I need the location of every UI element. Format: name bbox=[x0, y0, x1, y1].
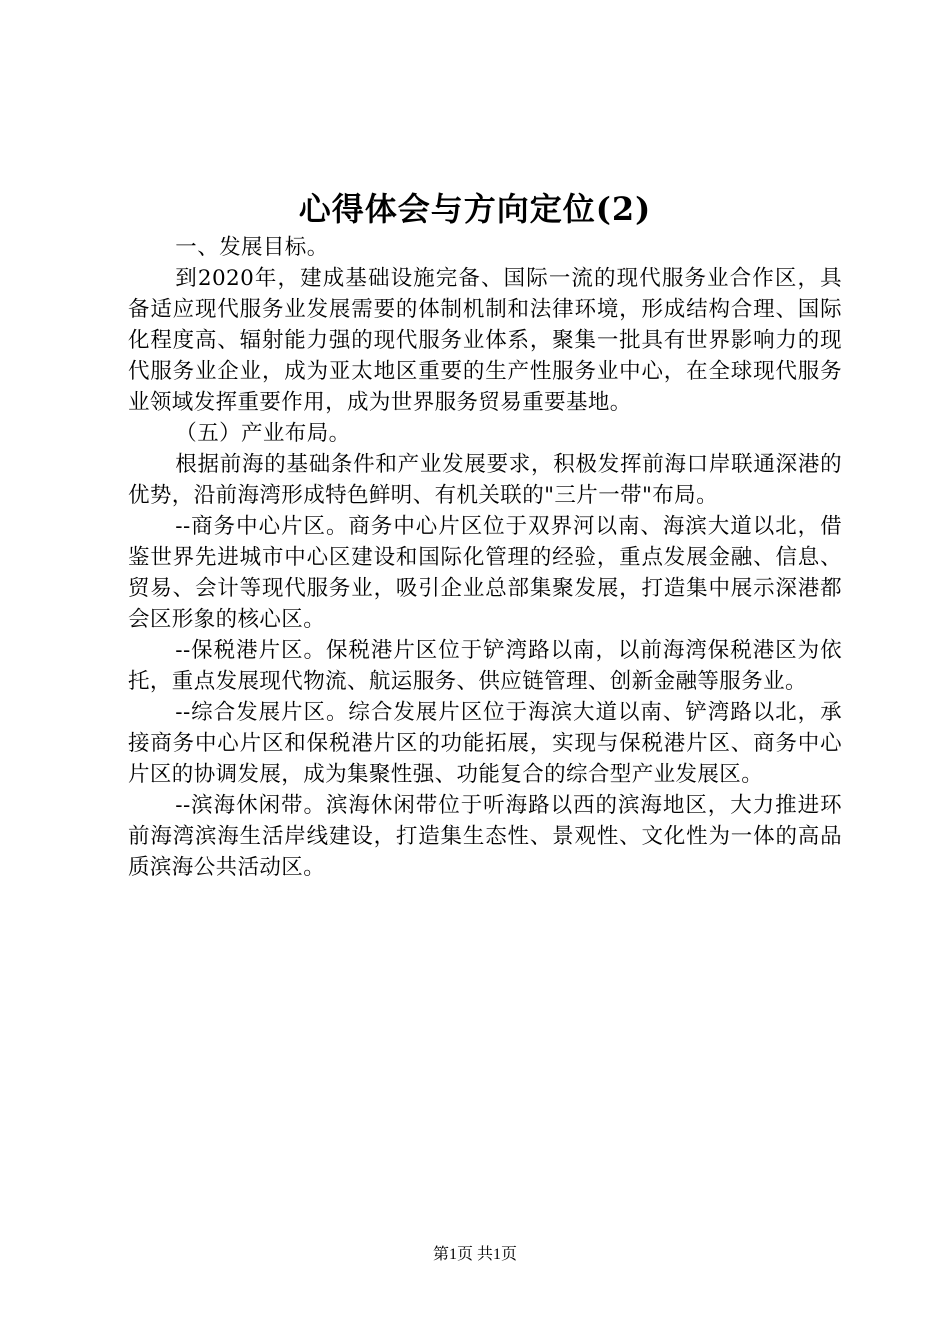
paragraph-bonded-port: --保税港片区。保税港片区位于铲湾路以南，以前海湾保税港区为依托，重点发展现代物流、航运服务、供应链管理、创新金融等服务业。 bbox=[128, 638, 842, 694]
paragraph-goals: 到2020年，建成基础设施完备、国际一流的现代服务业合作区，具备适应现代服务业发展需要的体制机制和法律环境，形成结构合理、国际化程度高、辐射能力强的现代服务业体系，聚集一批具有世界影响力的现代服务业企业，成为亚太地区重要的生产性服务业中心，在全球现代服务业领域发挥重要作用，成为世界服务贸易重要基地。 bbox=[128, 266, 842, 415]
paragraph-heading-layout: （五）产业布局。 bbox=[175, 421, 351, 446]
paragraph-heading-goals: 一、发展目标。 bbox=[175, 235, 329, 260]
paragraph-coastal-leisure-belt: --滨海休闲带。滨海休闲带位于听海路以西的滨海地区，大力推进环前海湾滨海生活岸线建设，打造集生态性、景观性、文化性为一体的高品质滨海公共活动区。 bbox=[128, 793, 842, 880]
page-title: 心得体会与方向定位(2) bbox=[298, 190, 652, 228]
paragraph-layout-intro: 根据前海的基础条件和产业发展要求，积极发挥前海口岸联通深港的优势，沿前海湾形成特色鲜明、有机关联的"三片一带"布局。 bbox=[128, 452, 842, 508]
paragraph-comprehensive-development: --综合发展片区。综合发展片区位于海滨大道以南、铲湾路以北，承接商务中心片区和保税港片区的功能拓展，实现与保税港片区、商务中心片区的协调发展，成为集聚性强、功能复合的综合型产业发展区。 bbox=[128, 700, 842, 787]
page-footer: 第1页 共1页 bbox=[432, 1246, 517, 1263]
paragraph-business-district: --商务中心片区。商务中心片区位于双界河以南、海滨大道以北，借鉴世界先进城市中心区建设和国际化管理的经验，重点发展金融、信息、贸易、会计等现代服务业，吸引企业总部集聚发展，打造集中展示深港都会区形象的核心区。 bbox=[128, 514, 842, 632]
document-body bbox=[128, 232, 842, 883]
